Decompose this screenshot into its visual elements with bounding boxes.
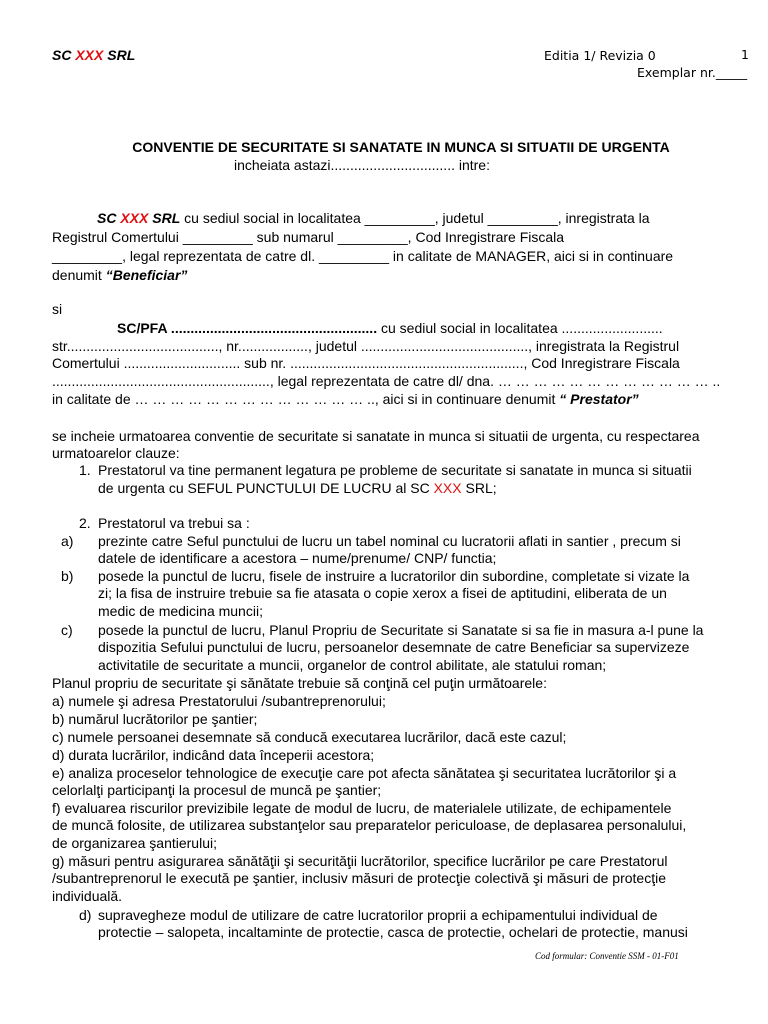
clause-2-c-line-1: posede la punctul de lucru, Planul Propriu de Securitate si Sanatate si sa fie in masura a-l pune la — [98, 622, 704, 638]
beneficiary-line-3: _________, legal reprezentata de catre dl. _________ in calitate de MANAGER, aici si in continuare — [52, 248, 674, 264]
footer-form-code: Cod formular: Conventie SSM - 01-F01 — [535, 951, 679, 961]
clause-2-c-line-2: dispozitia Sefului punctului de lucru, persoanelor desemnate de catre Beneficiar sa supervizeze — [98, 639, 690, 655]
clause-2-b-line-2: zi; la fisa de instruire trebuie sa fie atasata o copie xerox a fisei de aptitudini, eliberata de un — [98, 585, 667, 601]
plan-item-f-line-1: f) evaluarea riscurilor previzibile legate de modul de lucru, de materialele utilizate, de echipamentele — [52, 800, 672, 816]
plan-item-a: a) numele şi adresa Prestatorului /subantreprenorului; — [52, 693, 386, 709]
provider-line-2: str......................................., nr.................., judetul ..........................................., inregistrata la Registrul — [52, 338, 680, 354]
plan-item-e-line-1: e) analiza proceselor tehnologice de execuţie care pot afecta sănătatea şi securitatea lucrătorilor şi a — [52, 765, 677, 781]
clause-2-text: Prestatorul va trebui sa : — [98, 515, 250, 531]
plan-item-g-line-1: g) măsuri pentru asigurarea sănătăţii şi securităţii lucrătorilor, specifice lucrărilor pe care Prestatorul — [52, 853, 668, 869]
header-page-number: 1 — [741, 47, 749, 62]
document-subtitle: incheiata astazi................................ intre: — [234, 157, 490, 173]
provider-label: “ Prestator” — [559, 391, 639, 407]
plan-item-g-line-2: /subantreprenorul le execută pe şantier, inclusiv măsuri de protecţie colectivă şi măsuri de protecţie — [52, 870, 666, 886]
clause-2-a-line-2: datele de identificare a acestora – nume/prenume/ CNP/ functia; — [98, 550, 497, 566]
plan-item-b: b) numărul lucrătorilor pe şantier; — [52, 711, 258, 727]
clause-2-c-line-3: activitatile de securitate a muncii, organelor de control abilitate, ale statului roman; — [98, 657, 607, 673]
clause-2-a-letter: a) — [61, 533, 74, 549]
plan-item-g-line-3: individuală. — [52, 888, 123, 904]
plan-item-f-line-3: de organizarea şantierului; — [52, 835, 217, 851]
clause-2-b-line-1: posede la punctul de lucru, fisele de instruire a lucratorilor din subordine, completate si vizate la — [98, 568, 690, 584]
plan-intro: Planul propriu de securitate şi sănătate trebuie să conţină cel puţin următoarele: — [52, 675, 547, 691]
clause-2-b-letter: b) — [61, 568, 74, 584]
beneficiary-line-4: denumit “Beneficiar” — [52, 267, 188, 283]
intro-line-2: urmatoarelor clauze: — [52, 445, 180, 461]
provider-line-3: Comertului .............................. sub nr. ............................................................, Cod Inregistrare Fiscala — [52, 355, 680, 371]
plan-item-d: d) durata lucrărilor, indicând data începerii acestora; — [52, 747, 375, 763]
clause-1-number: 1. — [79, 462, 91, 478]
plan-item-f-line-2: de muncă folosite, de utilizarea substanţelor sau preparatelor periculoase, de deplasarea personalului, — [52, 817, 687, 833]
conjunction-si: si — [52, 301, 63, 317]
provider-line-4: ........................................................, legal reprezentata de catre dl/ dna. … … … … … … … … … … … … .. — [52, 373, 721, 389]
clause-2-a-line-1: prezinte catre Seful punctului de lucru un tabel nominal cu lucratorii aflati in santier , precum si — [98, 533, 681, 549]
plan-item-e-line-2: celorlalţi participanţi la procesul de muncă pe şantier; — [52, 782, 382, 798]
beneficiary-line-1: SC XXX SRL cu sediul social in localitatea _________, judetul _________, inregistrata la — [97, 210, 650, 226]
intro-line-1: se incheie urmatoarea conventie de securitate si sanatate in munca si situatii de urgenta, cu respectarea — [52, 428, 700, 444]
clause-1-line-2: de urgenta cu SEFUL PUNCTULUI DE LUCRU al SC XXX SRL; — [98, 480, 497, 496]
header-copy-number: Exemplar nr._____ — [637, 65, 748, 80]
plan-item-c: c) numele persoanei desemnate să conducă executarea lucrărilor, dacă este cazul; — [52, 729, 567, 745]
header-company-name: SC XXX SRL — [52, 47, 136, 63]
header-edition: Editia 1/ Revizia 0 — [544, 48, 656, 63]
beneficiary-line-2: Registrul Comertului _________ sub numarul _________, Cod Inregistrare Fiscala — [52, 229, 565, 245]
provider-line-1: SC/PFA ..................................................... cu sediul social in localitatea .......................... — [117, 320, 663, 336]
clause-2-b-line-3: medic de medicina muncii; — [98, 603, 263, 619]
clause-2-d-line-1: supravegheze modul de utilizare de catre lucratorilor proprii a echipamentului individual de — [98, 907, 658, 923]
document-title: CONVENTIE DE SECURITATE SI SANATATE IN MUNCA SI SITUATII DE URGENTA — [132, 139, 670, 155]
clause-1-line-1: Prestatorul va tine permanent legatura pe probleme de securitate si sanatate in munca si situatii — [98, 462, 692, 478]
clause-2-number: 2. — [79, 515, 91, 531]
clause-2-c-letter: c) — [61, 622, 73, 638]
provider-line-5: in calitate de … … … … … … … … … … … … … .., aici si in continuare denumit “ Prestator” — [52, 391, 639, 407]
clause-2-d-letter: d) — [79, 907, 92, 923]
company-placeholder-xxx: XXX — [75, 47, 104, 63]
clause-2-d-line-2: protectie – salopeta, incaltaminte de protectie, casca de protectie, ochelari de protectie, manusi — [98, 924, 688, 940]
beneficiary-label: “Beneficiar” — [105, 267, 188, 283]
